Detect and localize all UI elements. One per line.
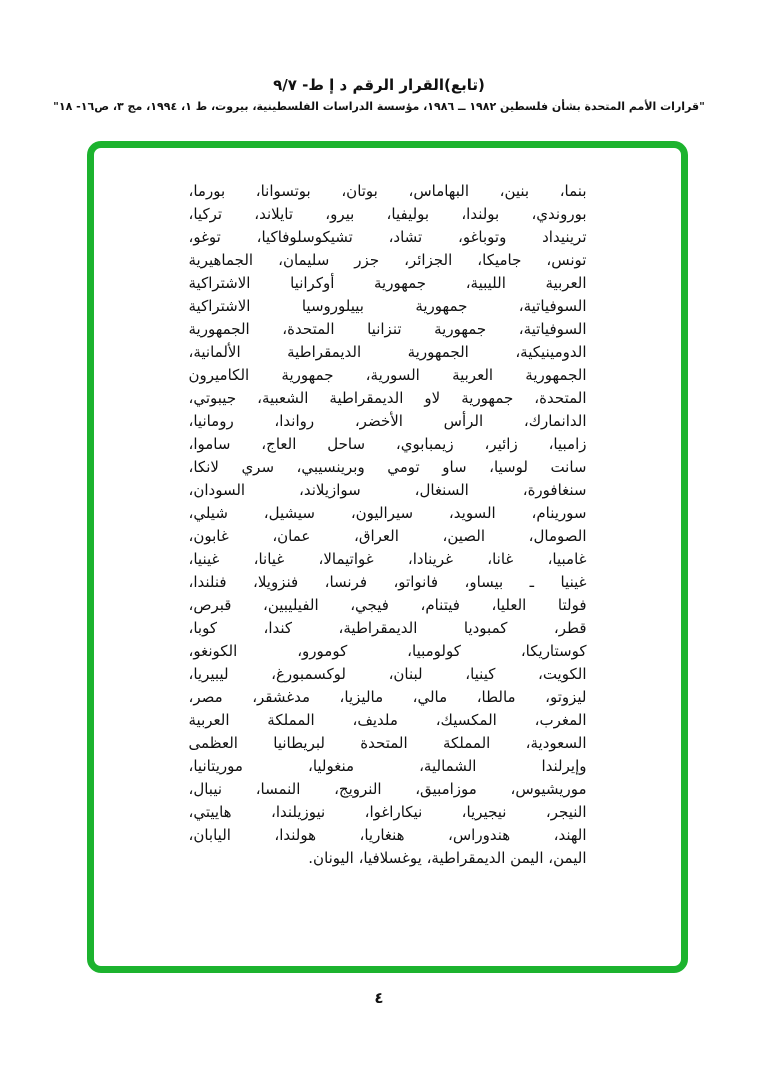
country-list-line: زامبيا، زائير، زيمبابوي، ساحل العاج، ساموا، (188, 435, 587, 453)
country-list-line: الجمهورية العربية السورية، جمهورية الكاميرون (188, 366, 587, 384)
country-list-line: السوفياتية، جمهورية بييلوروسيا الاشتراكية (188, 297, 587, 315)
country-list-line: سانت لوسيا، ساو تومي وبرينسيبي، سري لانكا، (188, 458, 587, 476)
country-list (189, 180, 587, 870)
country-list-line: سنغافورة، السنغال، سوازيلاند، السودان، (188, 481, 587, 499)
country-list-line: غينيا ـ بيساو، فانواتو، فرنسا، فنزويلا، فنلندا، (188, 573, 587, 591)
country-list-line: ليزوتو، مالطا، مالي، ماليزيا، مدغشقر، مصر، (188, 688, 587, 706)
country-list-line: الدانمارك، الرأس الأخضر، رواندا، رومانيا، (188, 412, 587, 430)
country-list-line: المتحدة، جمهورية لاو الديمقراطية الشعبية، جيبوتي، (188, 389, 587, 407)
country-list-line: بوروندي، بولندا، بوليفيا، بيرو، تايلاند، تركيا، (188, 205, 587, 223)
country-list-line: العربية الليبية، جمهورية أوكرانيا الاشتراكية (188, 274, 587, 292)
country-list-line: النيجر، نيجيريا، نيكاراغوا، نيوزيلندا، هاييتي، (188, 803, 587, 821)
country-list-line: بنما، بنين، البهاماس، بوتان، بوتسوانا، بورما، (188, 182, 587, 200)
country-list-line: الصومال، الصين، العراق، عمان، غابون، (188, 527, 587, 545)
page-header (0, 76, 758, 113)
resolution-title: (تابع)القرار الرقم د إ ط- ٩/٧ (273, 76, 485, 94)
country-list-line: سورينام، السويد، سيراليون، سيشيل، شيلي، (188, 504, 587, 522)
country-list-line: موريشيوس، موزامبيق، النرويج، النمسا، نيبال، (188, 780, 587, 798)
country-list-line: الكويت، كينيا، لبنان، لوكسمبورغ، ليبيريا، (188, 665, 587, 683)
content-frame (87, 141, 688, 973)
country-list-line: الهند، هندوراس، هنغاريا، هولندا، اليابان، (188, 826, 587, 844)
page-number: ٤ (374, 989, 384, 1007)
country-list-line: السعودية، المملكة المتحدة لبريطانيا العظمى (188, 734, 587, 752)
country-list-line: وإيرلندا الشمالية، منغوليا، موريتانيا، (188, 757, 587, 775)
country-list-line: تونس، جاميكا، الجزائر، جزر سليمان، الجماهيرية (188, 251, 587, 269)
country-list-line: قطر، كمبوديا الديمقراطية، كندا، كوبا، (188, 619, 587, 637)
country-list-line: غامبيا، غانا، غرينادا، غواتيمالا، غيانا، غينيا، (188, 550, 587, 568)
country-list-line: السوفياتية، جمهورية تنزانيا المتحدة، الجمهورية (188, 320, 587, 338)
country-list-line: ترينيداد وتوباغو، تشاد، تشيكوسلوفاكيا، توغو، (188, 228, 587, 246)
country-list-line: اليمن، اليمن الديمقراطية، يوغسلافيا، اليونان. (308, 849, 587, 867)
country-list-line: كوستاريكا، كولومبيا، كومورو، الكونغو، (188, 642, 587, 660)
country-list-line: الدومينيكية، الجمهورية الديمقراطية الألمانية، (188, 343, 587, 361)
country-list-line: المغرب، المكسيك، ملديف، المملكة العربية (188, 711, 587, 729)
country-list-line: فولتا العليا، فيتنام، فيجي، الفيليبين، قبرص، (188, 596, 587, 614)
source-citation: "قرارات الأمم المتحدة بشأن فلسطين ١٩٨٢ ــ ١٩٨٦، مؤسسة الدراسات الفلسطينية، بيروت، ط ١، ١٩٩٤، مج ٣، ص١٦- ١٨" (53, 100, 705, 113)
